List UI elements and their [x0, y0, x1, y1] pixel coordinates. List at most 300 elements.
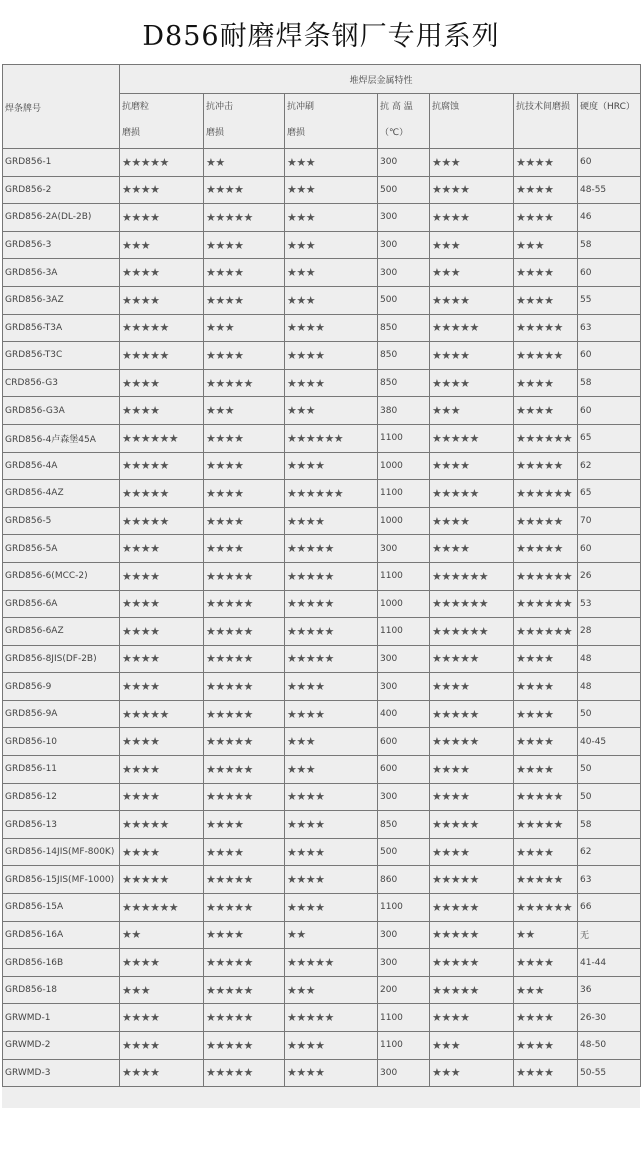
- rating-stars-cell: ★★★★: [285, 783, 378, 811]
- rating-stars-cell: ★★★★: [120, 728, 204, 756]
- table-row: [3, 1032, 641, 1060]
- value-cell: 1000: [378, 590, 430, 618]
- rating-stars-cell: ★★★: [285, 204, 378, 232]
- rating-stars-cell: ★★★★★: [430, 866, 514, 894]
- value-cell: 1100: [378, 1032, 430, 1060]
- table-row: [3, 756, 641, 784]
- table-row: [3, 811, 641, 839]
- rating-stars-cell: ★★★★: [514, 149, 578, 177]
- rating-stars-cell: ★★★★: [430, 783, 514, 811]
- value-cell: 66: [578, 894, 641, 922]
- header-col-4: [430, 94, 514, 149]
- table-row: [3, 783, 641, 811]
- rating-stars-cell: ★★★★: [120, 1004, 204, 1032]
- rating-stars-cell: ★★★: [514, 976, 578, 1004]
- rod-model-cell: GRD856-4A: [3, 452, 120, 480]
- value-cell: 300: [378, 783, 430, 811]
- rating-stars-cell: ★★★★★★: [430, 562, 514, 590]
- rating-stars-cell: ★★★★: [285, 314, 378, 342]
- rating-stars-cell: ★★★★★: [285, 645, 378, 673]
- rating-stars-cell: ★★★★★: [514, 507, 578, 535]
- value-cell: 600: [378, 728, 430, 756]
- rating-stars-cell: ★★★★: [120, 673, 204, 701]
- rod-model-cell: GRWMD-2: [3, 1032, 120, 1060]
- header-col-line: 磨损: [287, 128, 306, 138]
- rating-stars-cell: ★★★★★: [285, 562, 378, 590]
- header-col-5: [514, 94, 578, 149]
- value-cell: 58: [578, 811, 641, 839]
- rod-model-cell: GRD856-1: [3, 149, 120, 177]
- rating-stars-cell: ★★★★★: [204, 618, 285, 646]
- value-cell: 46: [578, 204, 641, 232]
- table-row: [3, 452, 641, 480]
- value-cell: 48-50: [578, 1032, 641, 1060]
- rating-stars-cell: ★★★: [285, 176, 378, 204]
- rating-stars-cell: ★★★★: [204, 535, 285, 563]
- rod-model-cell: GRD856-5A: [3, 535, 120, 563]
- value-cell: 28: [578, 618, 641, 646]
- value-cell: 26: [578, 562, 641, 590]
- rod-model-cell: GRD856-2: [3, 176, 120, 204]
- rating-stars-cell: ★★★★★: [514, 866, 578, 894]
- rating-stars-cell: ★★★★: [514, 397, 578, 425]
- table-row: [3, 259, 641, 287]
- header-col-line: 抗 高 温: [380, 102, 413, 112]
- table-row: [3, 424, 641, 452]
- rating-stars-cell: ★★★★: [120, 645, 204, 673]
- rating-stars-cell: ★★★★★: [204, 673, 285, 701]
- rating-stars-cell: ★★★★: [514, 838, 578, 866]
- table-row: [3, 949, 641, 977]
- rating-stars-cell: ★★★★: [204, 838, 285, 866]
- table-row: [3, 562, 641, 590]
- value-cell: 41-44: [578, 949, 641, 977]
- header-col-line: 磨损: [206, 128, 225, 138]
- table-row: [3, 1004, 641, 1032]
- rating-stars-cell: ★★: [285, 921, 378, 949]
- rating-stars-cell: ★★★★: [430, 1004, 514, 1032]
- rating-stars-cell: ★★★★: [514, 645, 578, 673]
- rating-stars-cell: ★★★★★: [120, 342, 204, 370]
- header-row-group: [3, 65, 641, 94]
- rating-stars-cell: ★★★★★: [430, 314, 514, 342]
- rating-stars-cell: ★★★★★★: [285, 424, 378, 452]
- value-cell: 62: [578, 838, 641, 866]
- rod-model-cell: GRD856-14JIS(MF-800K): [3, 838, 120, 866]
- rating-stars-cell: ★★★★: [285, 1059, 378, 1087]
- rating-stars-cell: ★★★★: [514, 286, 578, 314]
- rating-stars-cell: ★★★★★★: [430, 590, 514, 618]
- value-cell: 48-55: [578, 176, 641, 204]
- rating-stars-cell: ★★★★: [204, 342, 285, 370]
- header-col-line: （℃）: [380, 128, 409, 138]
- rating-stars-cell: ★★★★: [285, 452, 378, 480]
- rating-stars-cell: ★★★★★: [204, 728, 285, 756]
- rating-stars-cell: ★★★★: [120, 176, 204, 204]
- table-row: [3, 176, 641, 204]
- value-cell: 300: [378, 645, 430, 673]
- rating-stars-cell: ★★★★★: [120, 507, 204, 535]
- rod-model-cell: GRD856-13: [3, 811, 120, 839]
- rating-stars-cell: ★★★★★: [430, 949, 514, 977]
- table-row: [3, 976, 641, 1004]
- value-cell: 63: [578, 314, 641, 342]
- rating-stars-cell: ★★: [120, 921, 204, 949]
- value-cell: 50-55: [578, 1059, 641, 1087]
- rating-stars-cell: ★★★★: [204, 811, 285, 839]
- table-row: [3, 369, 641, 397]
- value-cell: 380: [378, 397, 430, 425]
- rating-stars-cell: ★★★★★: [430, 424, 514, 452]
- rating-stars-cell: ★★★★★: [514, 314, 578, 342]
- rod-model-cell: GRD856-10: [3, 728, 120, 756]
- rating-stars-cell: ★★★★: [285, 342, 378, 370]
- rating-stars-cell: ★★★★★: [204, 204, 285, 232]
- rod-model-cell: GRD856-16A: [3, 921, 120, 949]
- rating-stars-cell: ★★★★: [204, 231, 285, 259]
- rating-stars-cell: ★★★★: [430, 452, 514, 480]
- value-cell: 55: [578, 286, 641, 314]
- table-row: [3, 894, 641, 922]
- value-cell: 48: [578, 645, 641, 673]
- rating-stars-cell: ★★★★: [204, 480, 285, 508]
- header-col-line: 抗冲击: [206, 102, 234, 112]
- rating-stars-cell: ★★★★: [120, 562, 204, 590]
- rating-stars-cell: ★★★: [430, 1059, 514, 1087]
- rating-stars-cell: ★★★★: [120, 1059, 204, 1087]
- value-cell: 300: [378, 921, 430, 949]
- rating-stars-cell: ★★★★★: [204, 783, 285, 811]
- rod-model-cell: GRD856-6AZ: [3, 618, 120, 646]
- value-cell: 40-45: [578, 728, 641, 756]
- table-row: [3, 231, 641, 259]
- rating-stars-cell: ★★★: [120, 976, 204, 1004]
- value-cell: 1000: [378, 452, 430, 480]
- rating-stars-cell: ★★★★: [204, 424, 285, 452]
- rating-stars-cell: ★★★★: [120, 259, 204, 287]
- value-cell: 500: [378, 176, 430, 204]
- rating-stars-cell: ★★★★★: [514, 452, 578, 480]
- header-col-0: [120, 94, 204, 149]
- rating-stars-cell: ★★★★★: [120, 866, 204, 894]
- rating-stars-cell: ★★★★: [430, 342, 514, 370]
- rating-stars-cell: ★★★★: [514, 1004, 578, 1032]
- value-cell: 53: [578, 590, 641, 618]
- rating-stars-cell: ★★★★★★: [430, 618, 514, 646]
- rating-stars-cell: ★★★★★: [285, 618, 378, 646]
- value-cell: 58: [578, 369, 641, 397]
- rod-model-cell: GRWMD-3: [3, 1059, 120, 1087]
- rating-stars-cell: ★★★★★: [204, 949, 285, 977]
- header-col-1: [204, 94, 285, 149]
- rating-stars-cell: ★★★★★: [514, 535, 578, 563]
- header-col-line: 抗磨粒: [122, 102, 150, 112]
- rod-model-cell: GRD856-9A: [3, 700, 120, 728]
- rating-stars-cell: ★★★★★: [204, 866, 285, 894]
- rating-stars-cell: ★★★★: [430, 286, 514, 314]
- rod-model-cell: CRD856-G3: [3, 369, 120, 397]
- rating-stars-cell: ★★★★: [285, 894, 378, 922]
- value-cell: 26-30: [578, 1004, 641, 1032]
- rating-stars-cell: ★★★★: [285, 507, 378, 535]
- rating-stars-cell: ★★★★★: [204, 1059, 285, 1087]
- rod-model-cell: GRD856-15A: [3, 894, 120, 922]
- value-cell: 850: [378, 342, 430, 370]
- rod-model-cell: GRD856-4卢森堡45A: [3, 424, 120, 452]
- value-cell: 200: [378, 976, 430, 1004]
- value-cell: 60: [578, 535, 641, 563]
- value-cell: 65: [578, 424, 641, 452]
- header-group: 堆焊层金属特性: [120, 65, 641, 94]
- rating-stars-cell: ★★★★: [514, 1059, 578, 1087]
- rating-stars-cell: ★★★★: [285, 700, 378, 728]
- rating-stars-cell: ★★★★★: [120, 149, 204, 177]
- table-row: [3, 645, 641, 673]
- value-cell: 1100: [378, 618, 430, 646]
- rating-stars-cell: ★★★★: [285, 673, 378, 701]
- rating-stars-cell: ★★★★: [514, 949, 578, 977]
- rod-model-cell: GRD856-2A(DL-2B): [3, 204, 120, 232]
- rating-stars-cell: ★★★★: [120, 756, 204, 784]
- rod-model-cell: GRD856-T3C: [3, 342, 120, 370]
- value-cell: 860: [378, 866, 430, 894]
- value-cell: 50: [578, 783, 641, 811]
- rating-stars-cell: ★★★★: [514, 204, 578, 232]
- value-cell: 60: [578, 259, 641, 287]
- rod-model-cell: GRD856-5: [3, 507, 120, 535]
- rating-stars-cell: ★★★★: [120, 618, 204, 646]
- header-col-line: 抗冲刷: [287, 102, 315, 112]
- rating-stars-cell: ★★★: [514, 231, 578, 259]
- rod-model-cell: GRD856-6A: [3, 590, 120, 618]
- rating-stars-cell: ★★★★★: [514, 811, 578, 839]
- rating-stars-cell: ★★★★: [204, 921, 285, 949]
- value-cell: 无: [578, 921, 641, 949]
- header-col-line: 磨损: [122, 128, 141, 138]
- rating-stars-cell: ★★★★: [120, 369, 204, 397]
- value-cell: 300: [378, 204, 430, 232]
- rod-model-cell: GRD856-3AZ: [3, 286, 120, 314]
- rating-stars-cell: ★★★★: [514, 673, 578, 701]
- rating-stars-cell: ★★★★★: [120, 700, 204, 728]
- rating-stars-cell: ★★★★★★: [514, 894, 578, 922]
- rating-stars-cell: ★★★★★: [204, 369, 285, 397]
- rating-stars-cell: ★★★★★: [514, 783, 578, 811]
- rating-stars-cell: ★★★★★: [430, 700, 514, 728]
- header-col-line: 抗技术间磨损: [516, 102, 571, 112]
- rating-stars-cell: ★★★★★: [430, 976, 514, 1004]
- rating-stars-cell: ★★: [204, 149, 285, 177]
- rating-stars-cell: ★★★★★: [204, 590, 285, 618]
- rating-stars-cell: ★★★: [430, 149, 514, 177]
- value-cell: 600: [378, 756, 430, 784]
- rating-stars-cell: ★★★★★★: [514, 480, 578, 508]
- table-row: [3, 204, 641, 232]
- rod-model-cell: GRD856-16B: [3, 949, 120, 977]
- rod-model-cell: GRD856-12: [3, 783, 120, 811]
- rating-stars-cell: ★★★: [430, 259, 514, 287]
- rating-stars-cell: ★★★★: [204, 452, 285, 480]
- value-cell: 500: [378, 838, 430, 866]
- header-col-line: 硬度（HRC）: [580, 102, 635, 112]
- rating-stars-cell: ★★★★: [430, 369, 514, 397]
- table-row: [3, 480, 641, 508]
- rating-stars-cell: ★★★★: [514, 756, 578, 784]
- table-row: [3, 700, 641, 728]
- rating-stars-cell: ★★★★★: [285, 590, 378, 618]
- value-cell: 1100: [378, 1004, 430, 1032]
- rating-stars-cell: ★★★★★: [430, 811, 514, 839]
- rating-stars-cell: ★★★★: [120, 286, 204, 314]
- rod-model-cell: GRD856-18: [3, 976, 120, 1004]
- value-cell: 48: [578, 673, 641, 701]
- rod-model-cell: GRD856-11: [3, 756, 120, 784]
- rating-stars-cell: ★★★★: [285, 838, 378, 866]
- rating-stars-cell: ★★★★: [430, 535, 514, 563]
- rating-stars-cell: ★★★: [285, 149, 378, 177]
- rating-stars-cell: ★★★★: [285, 369, 378, 397]
- rating-stars-cell: ★★★★: [430, 204, 514, 232]
- value-cell: 1100: [378, 424, 430, 452]
- value-cell: 36: [578, 976, 641, 1004]
- rating-stars-cell: ★★: [514, 921, 578, 949]
- table-row: [3, 286, 641, 314]
- header-col-line: 抗腐蚀: [432, 102, 460, 112]
- rating-stars-cell: ★★★★★: [285, 535, 378, 563]
- rating-stars-cell: ★★★★★: [204, 645, 285, 673]
- value-cell: 400: [378, 700, 430, 728]
- value-cell: 63: [578, 866, 641, 894]
- table-row: [3, 149, 641, 177]
- rating-stars-cell: ★★★★: [120, 1032, 204, 1060]
- value-cell: 65: [578, 480, 641, 508]
- rating-stars-cell: ★★★★: [430, 673, 514, 701]
- rating-stars-cell: ★★★★★: [204, 976, 285, 1004]
- rating-stars-cell: ★★★★: [514, 369, 578, 397]
- value-cell: 50: [578, 700, 641, 728]
- rating-stars-cell: ★★★★★: [430, 921, 514, 949]
- value-cell: 300: [378, 949, 430, 977]
- rating-stars-cell: ★★★★: [120, 949, 204, 977]
- rating-stars-cell: ★★★★: [514, 700, 578, 728]
- rating-stars-cell: ★★★: [204, 397, 285, 425]
- header-name-col: 焊条牌号: [3, 65, 120, 149]
- rating-stars-cell: ★★★★★: [430, 894, 514, 922]
- rod-model-cell: GRD856-3: [3, 231, 120, 259]
- rating-stars-cell: ★★★★★★: [514, 590, 578, 618]
- rating-stars-cell: ★★★★★: [120, 480, 204, 508]
- rod-model-cell: GRD856-8JIS(DF-2B): [3, 645, 120, 673]
- rating-stars-cell: ★★★★★: [285, 1004, 378, 1032]
- rating-stars-cell: ★★★★★: [120, 314, 204, 342]
- table-row: [3, 921, 641, 949]
- rod-model-cell: GRD856-6(MCC-2): [3, 562, 120, 590]
- table-row: [3, 507, 641, 535]
- table-row: [3, 618, 641, 646]
- table-row: [3, 590, 641, 618]
- rod-model-cell: GRD856-9: [3, 673, 120, 701]
- value-cell: 500: [378, 286, 430, 314]
- value-cell: 300: [378, 259, 430, 287]
- table-row: [3, 728, 641, 756]
- rating-stars-cell: ★★★: [430, 231, 514, 259]
- rod-model-cell: GRD856-G3A: [3, 397, 120, 425]
- table-row: [3, 1059, 641, 1087]
- rating-stars-cell: ★★★★: [430, 507, 514, 535]
- rating-stars-cell: ★★★★★★: [514, 424, 578, 452]
- rating-stars-cell: ★★★: [430, 1032, 514, 1060]
- value-cell: 60: [578, 149, 641, 177]
- rating-stars-cell: ★★★★: [120, 838, 204, 866]
- value-cell: 1100: [378, 480, 430, 508]
- table-row: [3, 314, 641, 342]
- value-cell: 300: [378, 1059, 430, 1087]
- value-cell: 850: [378, 369, 430, 397]
- rating-stars-cell: ★★★★: [120, 204, 204, 232]
- rating-stars-cell: ★★★★: [285, 811, 378, 839]
- header-col-3: [378, 94, 430, 149]
- rating-stars-cell: ★★★★: [120, 783, 204, 811]
- rating-stars-cell: ★★★: [285, 286, 378, 314]
- value-cell: 1100: [378, 894, 430, 922]
- rating-stars-cell: ★★★★: [120, 535, 204, 563]
- value-cell: 1000: [378, 507, 430, 535]
- rating-stars-cell: ★★★: [120, 231, 204, 259]
- rating-stars-cell: ★★★★: [514, 176, 578, 204]
- rating-stars-cell: ★★★: [285, 259, 378, 287]
- page-title: D856耐磨焊条钢厂专用系列: [142, 21, 500, 52]
- value-cell: 300: [378, 231, 430, 259]
- rating-stars-cell: ★★★: [285, 756, 378, 784]
- value-cell: 300: [378, 535, 430, 563]
- rating-stars-cell: ★★★★: [204, 507, 285, 535]
- header-col-2: [285, 94, 378, 149]
- rating-stars-cell: ★★★: [285, 976, 378, 1004]
- rating-stars-cell: ★★★★: [514, 728, 578, 756]
- rating-stars-cell: ★★★★★★: [120, 424, 204, 452]
- table-row: [3, 838, 641, 866]
- rod-model-cell: GRD856-T3A: [3, 314, 120, 342]
- value-cell: 70: [578, 507, 641, 535]
- header-col-6: [578, 94, 641, 149]
- rating-stars-cell: ★★★★: [204, 286, 285, 314]
- rating-stars-cell: ★★★★: [120, 590, 204, 618]
- rating-stars-cell: ★★★: [285, 397, 378, 425]
- rating-stars-cell: ★★★: [430, 397, 514, 425]
- value-cell: 58: [578, 231, 641, 259]
- rating-stars-cell: ★★★★★★: [120, 894, 204, 922]
- value-cell: 1100: [378, 562, 430, 590]
- rod-model-cell: GRD856-15JIS(MF-1000): [3, 866, 120, 894]
- rating-stars-cell: ★★★★★: [120, 452, 204, 480]
- value-cell: 60: [578, 342, 641, 370]
- spec-table: [2, 64, 641, 1087]
- value-cell: 50: [578, 756, 641, 784]
- rating-stars-cell: ★★★★★: [430, 645, 514, 673]
- value-cell: 62: [578, 452, 641, 480]
- rating-stars-cell: ★★★★★: [430, 728, 514, 756]
- rating-stars-cell: ★★★★: [285, 1032, 378, 1060]
- rating-stars-cell: ★★★★★: [120, 811, 204, 839]
- rating-stars-cell: ★★★★: [514, 1032, 578, 1060]
- table-body: [3, 149, 641, 1087]
- rod-model-cell: GRD856-4AZ: [3, 480, 120, 508]
- rating-stars-cell: ★★★★: [430, 838, 514, 866]
- table-row: [3, 397, 641, 425]
- rating-stars-cell: ★★★★★: [204, 700, 285, 728]
- rating-stars-cell: ★★★★: [285, 866, 378, 894]
- spec-table-container: [2, 64, 640, 1108]
